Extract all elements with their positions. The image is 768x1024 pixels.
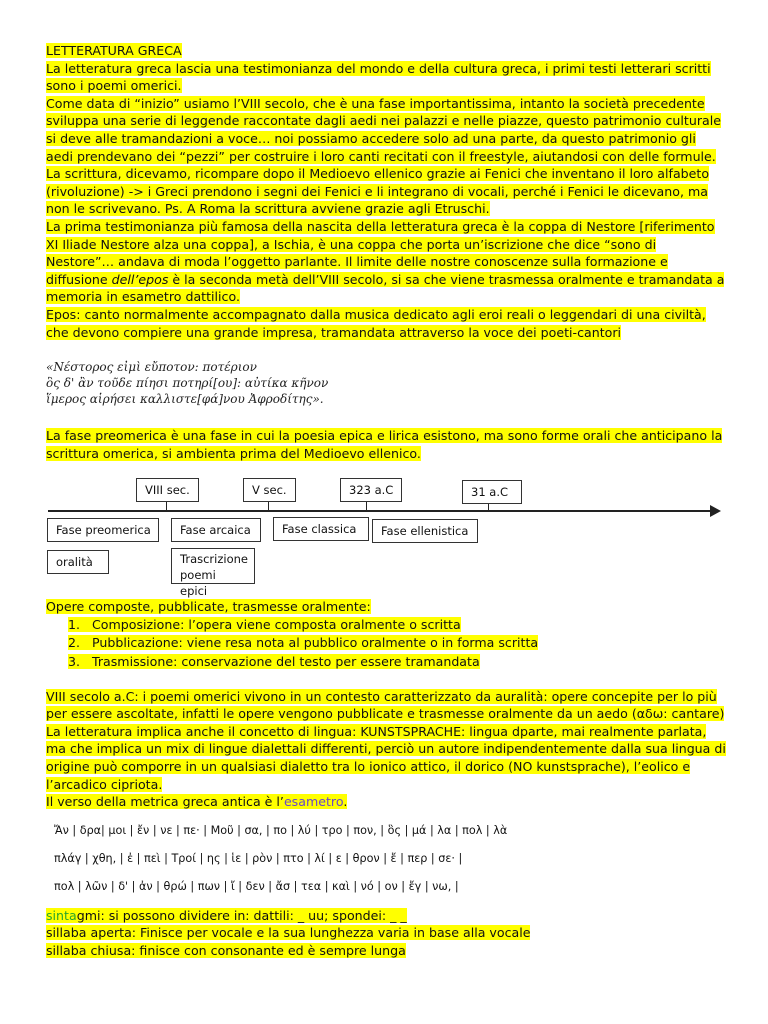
- document-page: [46, 42, 726, 960]
- phase-box: Fase ellenistica: [372, 519, 478, 543]
- paragraph-esametro: Il verso della metrica greca antica è l’esametro.: [46, 794, 348, 810]
- phase-box: Fase classica: [273, 517, 369, 541]
- paragraph-preomerica: La fase preomerica è una fase in cui la poesia epica e lirica esistono, ma sono forme orali che anticipano la scrittura omerica, si ambienta prima del Medioevo ellenico.: [46, 428, 723, 461]
- verse-line: πολ | λῶν | δ' | ἀν | θρώ | πων | ἴ | δεν | ἄσ | τεα | καὶ | νό | ον | ἔγ | νω, |: [54, 879, 459, 893]
- greek-line: ὃς δ' ἂν τοῦδε πίησι ποτηρί[ου]: αὐτίκα κῆνον: [46, 376, 329, 391]
- paragraph-sillaba-chiusa: sillaba chiusa: finisce con consonante ed è sempre lunga: [46, 943, 406, 958]
- greek-inscription: [46, 359, 726, 407]
- date-box: V sec.: [243, 478, 296, 502]
- timeline-arrow-icon: [710, 505, 721, 517]
- verse-line: Ἄν | δρα| μοι | ἔν | νε | πε· | Μοῦ | σα, | πο | λύ | τρο | πον, | ὃς | μά | λα | πολ | λὰ: [54, 823, 508, 837]
- document-body-sillabe: [46, 907, 726, 960]
- greek-verse-block: [46, 823, 726, 907]
- paragraph-sintagmi: sintagmi: si possono dividere in: dattili: _ uu; spondei: _ _: [46, 907, 407, 923]
- paragraph-kunstsprache: La letteratura implica anche il concetto di lingua: KUNSTSPRACHE: lingua dparte, mai realmente parlata, ma che implica un mix di lingue dialettali differenti, perciò un autore indipendentemente dalla sua lingua di origine può comporre in un qualsiasi dialetto tra lo ionico attico, il dorico (NO kunstsprache), l’eolico e l’arcadico cipriota.: [46, 723, 726, 792]
- paragraph-inizio: Come data di “inizio” usiamo l’VIII secolo, che è una fase importantissima, intanto la società precedente sviluppa una serie di leggende raccontate dagli aedi nei palazzi e nelle piazze, questo patrimonio culturale si deve alle tramandazioni a voce… noi possiamo accedere solo ad una parte, da questo patrimonio gli aedi prendevano dei “pezzi” per costruire i loro canti recitati con il freestyle, aiutandosi con delle formule.: [46, 95, 721, 164]
- phase-box: Fase preomerica: [47, 518, 159, 542]
- paragraph-intro: La letteratura greca lascia una testimonianza del mondo e della cultura greca, i primi testi letterari scritti sono i poemi omerici.: [46, 60, 711, 94]
- esametro-link[interactable]: esametro: [283, 794, 344, 810]
- document-body-lingua: [46, 688, 726, 811]
- verse-line: πλάγ | χθη, | ἐ | πεὶ | Τροί | ης | ἱε | ρὸν | πτο | λί | ε | θρον | ἔ | περ | σε· |: [54, 851, 463, 865]
- paragraph-epos: Epos: canto normalmente accompagnato dalla musica dedicato agli eroi reali o leggendari di una civiltà, che devono compiere una grande impresa, tramandata attraverso la voce dei poeti-cantori: [46, 306, 706, 340]
- date-box: 323 a.C: [340, 478, 402, 502]
- phases-list: [46, 616, 726, 672]
- paragraph-auralita: VIII secolo a.C: i poemi omerici vivono in un contesto caratterizzato da auralità: opere concepite per lo più per essere ascoltate, infatti le opere vengono pubblicate e trasmesse oralmente da un aedo (αδω: cantare): [46, 688, 725, 722]
- document-body-intro: [46, 42, 726, 341]
- list-item: 1. Composizione: l’opera viene composta oralmente o scritta: [68, 616, 461, 632]
- timeline-axis: [48, 510, 716, 512]
- timeline-tick: [366, 502, 367, 511]
- list-item: 2. Pubblicazione: viene resa nota al pubblico oralmente o in forma scritta: [68, 635, 539, 651]
- greek-line: ἵμερος αἱρήσει καλλιστε[φά]νου Ἀφροδίτης».: [46, 392, 324, 407]
- greek-line: «Νέστορος εἰμὶ εὔποτον: ποτέριον: [46, 360, 257, 375]
- paragraph-coppa-nestore: La prima testimonianza più famosa della nascita della letteratura greca è la coppa di Nestore [riferimento XI Iliade Nestore alza una coppa], a Ischia, è una coppa che porta un’iscrizione che dice “sono di Nestore”… andava di moda l’oggetto parlante. Il limite delle nostre conoscenze sulla formazione e diffusione dell’epos è la seconda metà dell’VIII secolo, si sa che viene trasmessa oralmente e tramandata a memoria in esametro dattilico.: [46, 218, 725, 305]
- list-item: 3. Trasmissione: conservazione del testo per essere tramandata: [68, 654, 480, 670]
- date-box: VIII sec.: [136, 478, 199, 502]
- document-title: LETTERATURA GRECA: [46, 43, 182, 58]
- timeline-tick: [166, 502, 167, 511]
- paragraph-sillaba-aperta: sillaba aperta: Finisce per vocale e la sua lunghezza varia in base alla vocale: [46, 925, 531, 941]
- timeline-tick: [268, 502, 269, 511]
- timeline-diagram: [46, 472, 726, 599]
- phase-box: Fase arcaica: [171, 518, 261, 542]
- paragraph-opere: Opere composte, pubblicate, trasmesse oralmente:: [46, 599, 371, 615]
- note-box: oralità: [47, 550, 109, 574]
- paragraph-scrittura: La scrittura, dicevamo, ricompare dopo il Medioevo ellenico grazie ai Fenici che inventano il loro alfabeto (rivoluzione) -> i Greci prendono i segni dei Fenici e li integrano di vocali, perché i Fenici le dicevano, ma non le scrivevano. Ps. A Roma la scrittura avviene grazie agli Etruschi.: [46, 166, 710, 217]
- date-box: 31 a.C: [462, 480, 522, 504]
- note-box: Trascrizione poemi epici: [171, 548, 255, 584]
